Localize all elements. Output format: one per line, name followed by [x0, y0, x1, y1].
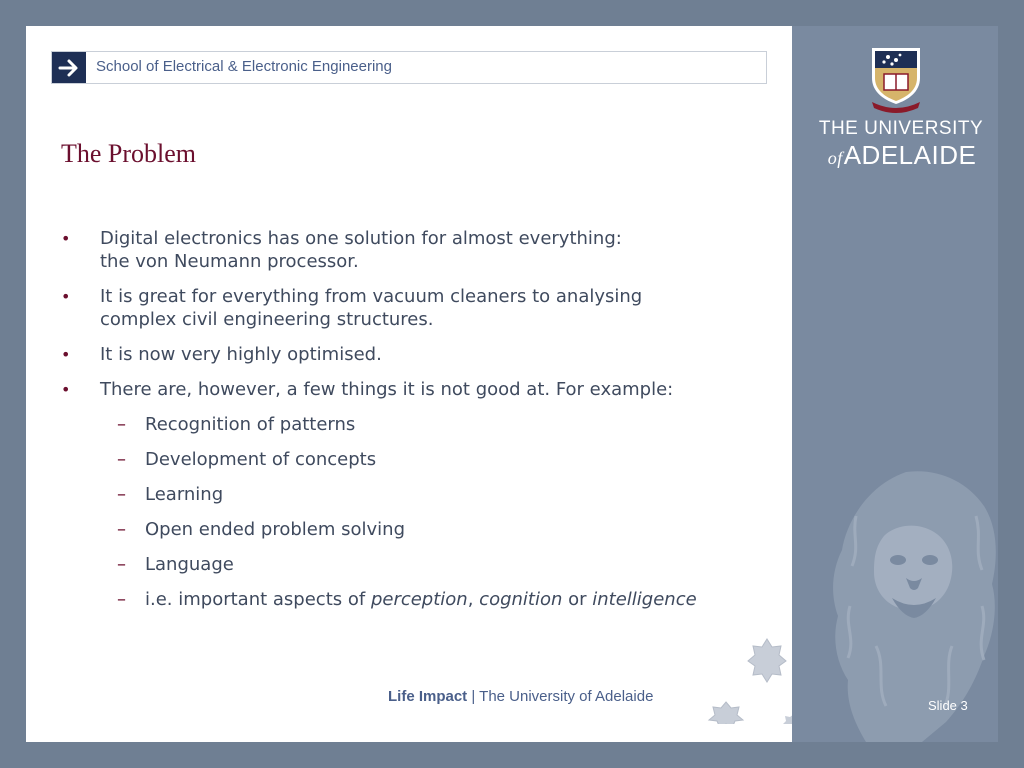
footer-separator: |	[467, 688, 480, 705]
emphasis-intelligence: intelligence	[592, 589, 697, 610]
slide-title: The Problem	[61, 139, 197, 168]
university-crest-icon	[866, 46, 926, 116]
bullet-text: There are, however, a few things it is not good at. For example:	[100, 379, 674, 400]
bullet-text: It is now very highly optimised.	[100, 344, 382, 365]
sub-marker: –	[117, 554, 126, 575]
sub-item-text: Open ended problem solving	[145, 519, 406, 540]
bullet-item	[61, 378, 771, 401]
slide-content	[61, 227, 771, 623]
bullet-text: It is great for everything from vacuum cleaners to analysing	[100, 286, 643, 307]
header-bar	[51, 51, 767, 84]
right-arrow-icon	[52, 52, 86, 83]
separator: ,	[467, 589, 480, 610]
sub-marker: –	[117, 589, 126, 610]
sub-item	[61, 413, 771, 436]
university-name-line2	[812, 140, 992, 171]
sub-item-text: Development of concepts	[145, 449, 377, 470]
sub-item-prefix: i.e. important aspects of	[145, 589, 371, 610]
branding-panel	[792, 26, 998, 742]
emphasis-perception: perception	[370, 589, 468, 610]
slide	[26, 26, 998, 742]
sub-item	[61, 448, 771, 471]
school-name: School of Electrical & Electronic Engineering	[96, 58, 392, 75]
university-adelaide: ADELAIDE	[843, 140, 977, 170]
bullet-text: complex civil engineering structures.	[100, 309, 434, 330]
separator: or	[562, 589, 593, 610]
sub-item	[61, 483, 771, 506]
slide-number: Slide 3	[928, 698, 968, 713]
footer-university: The University of Adelaide	[479, 688, 654, 705]
sub-item	[61, 588, 771, 611]
bullet-text: Digital electronics has one solution for almost everything:	[100, 228, 622, 249]
emphasis-cognition: cognition	[479, 589, 563, 610]
footer-life-impact: Life Impact	[388, 688, 468, 705]
sub-marker: –	[117, 519, 126, 540]
bullet-item	[61, 227, 771, 273]
sub-marker: –	[117, 484, 126, 505]
sub-item-text: Learning	[145, 484, 224, 505]
sub-item	[61, 553, 771, 576]
bullet-item	[61, 343, 771, 366]
bullet-marker: •	[61, 229, 71, 248]
sub-item-text: Recognition of patterns	[145, 414, 356, 435]
university-name-line1: THE UNIVERSITY	[818, 118, 984, 139]
sub-item	[61, 518, 771, 541]
university-of: of	[827, 148, 843, 168]
bullet-text: the von Neumann processor.	[100, 251, 359, 272]
sub-item-text: Language	[145, 554, 234, 575]
bullet-marker: •	[61, 345, 71, 364]
bullet-marker: •	[61, 287, 71, 306]
sub-marker: –	[117, 449, 126, 470]
bullet-marker: •	[61, 380, 71, 399]
bullet-item	[61, 285, 771, 331]
footer	[388, 688, 653, 705]
lion-watermark-icon	[826, 466, 998, 742]
sub-marker: –	[117, 414, 126, 435]
